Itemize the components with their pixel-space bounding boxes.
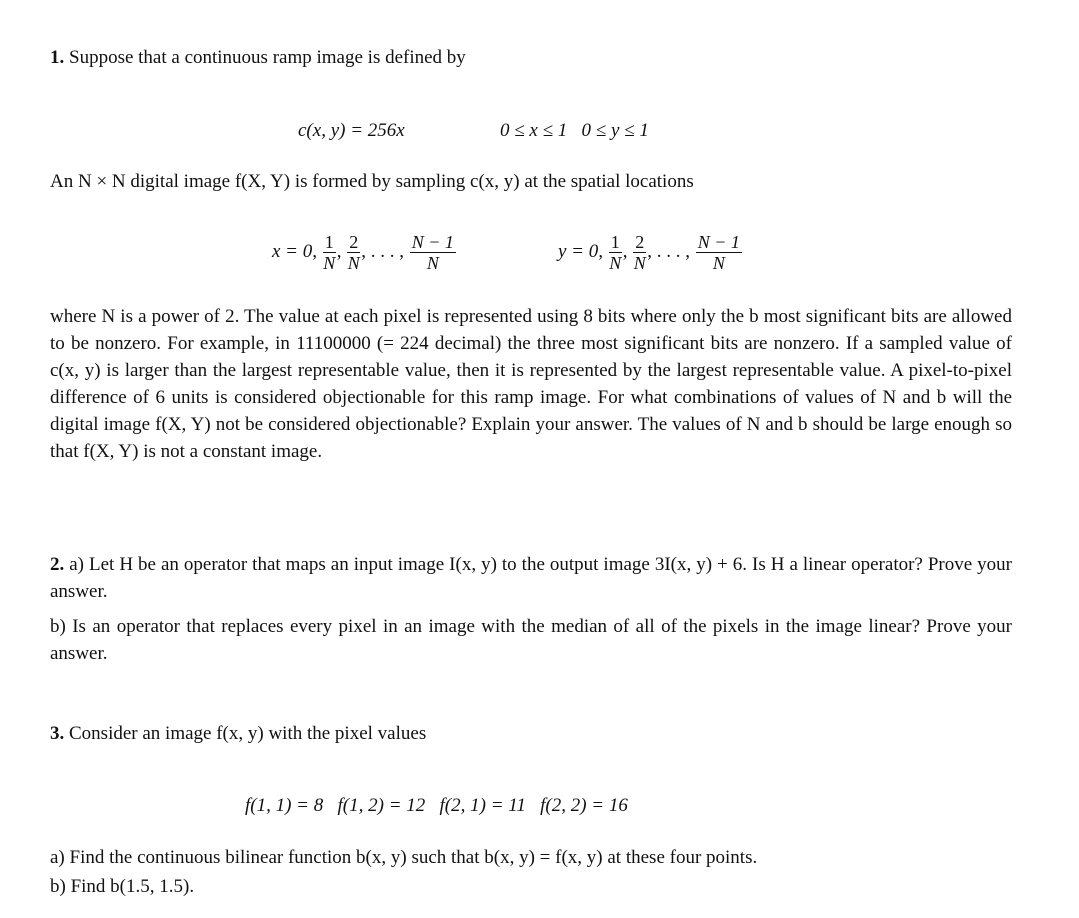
q2-part-a-text: a) Let H be an operator that maps an input image I(x, y) to the output image 3I(x, y) + 6. Is H a linear operator? Prove your answer.	[50, 554, 1013, 602]
q1-ramp-equation: c(x, y) = 256x	[298, 120, 405, 141]
q1-x-frac-2: $\frac{2}{N}$	[347, 232, 360, 273]
q2-number: 2.	[50, 554, 65, 575]
q1-intro: Suppose that a continuous ramp image is defined by	[69, 47, 466, 68]
q1-x-prefix: x = 0,	[272, 240, 318, 262]
q1-y-frac-n: $\frac{N - 1}{N}$	[697, 232, 740, 273]
q1-intro-line	[50, 44, 466, 71]
q3-number: 3.	[50, 723, 65, 744]
q3-part-b: b) Find b(1.5, 1.5).	[50, 876, 195, 897]
q1-x-sampling: x = 0, $\frac{1}{N}$ , $\frac{2}{N}$ , . . . , $\frac{N - 1}{N}$	[272, 232, 454, 273]
q2-part-a	[50, 551, 1012, 605]
q1-body: where N is a power of 2. The value at each pixel is represented using 8 bits where only the b most significant bits are allowed to be nonzero. For example, in 11100000 (= 224 decimal) the three most significant bits are nonzero. If a sampled value of c(x, y) is larger than the largest representable value, then it is represented by the largest representable value. A pixel-to-pixel difference of 6 units is considered objectionable for this ramp image. For what combinations of values of N and b will the digital image f(X, Y) not be considered objectionable? Explain your answer. The values of N and b should be large enough so that f(X, Y) is not a constant image.	[50, 306, 1012, 462]
q2-part-b: b) Is an operator that replaces every pixel in an image with the median of all of the pixels in the image linear? Prove your answer.	[50, 616, 1012, 664]
q1-ramp-range: 0 ≤ x ≤ 1 0 ≤ y ≤ 1	[500, 120, 649, 141]
q1-number: 1.	[50, 47, 65, 68]
q3-values-equation: f(1, 1) = 8 f(1, 2) = 12 f(2, 1) = 11 f(2, 2) = 16	[245, 795, 628, 816]
q1-y-prefix: y = 0,	[558, 240, 604, 262]
q3-intro: Consider an image f(x, y) with the pixel values	[69, 723, 427, 744]
q1-y-frac-1: $\frac{1}{N}$	[609, 232, 622, 273]
q3-part-a: a) Find the continuous bilinear function b(x, y) such that b(x, y) = f(x, y) at these four points.	[50, 847, 758, 868]
q1-y-frac-2: $\frac{2}{N}$	[633, 232, 646, 273]
q1-x-frac-1: $\frac{1}{N}$	[323, 232, 336, 273]
q3-intro-line	[50, 720, 426, 747]
q1-sampling-sentence: An N × N digital image f(X, Y) is formed by sampling c(x, y) at the spatial locations	[50, 171, 694, 192]
q1-x-frac-n: $\frac{N - 1}{N}$	[411, 232, 454, 273]
q1-y-sampling: y = 0, $\frac{1}{N}$ , $\frac{2}{N}$ , . . . , $\frac{N - 1}{N}$	[558, 232, 740, 273]
